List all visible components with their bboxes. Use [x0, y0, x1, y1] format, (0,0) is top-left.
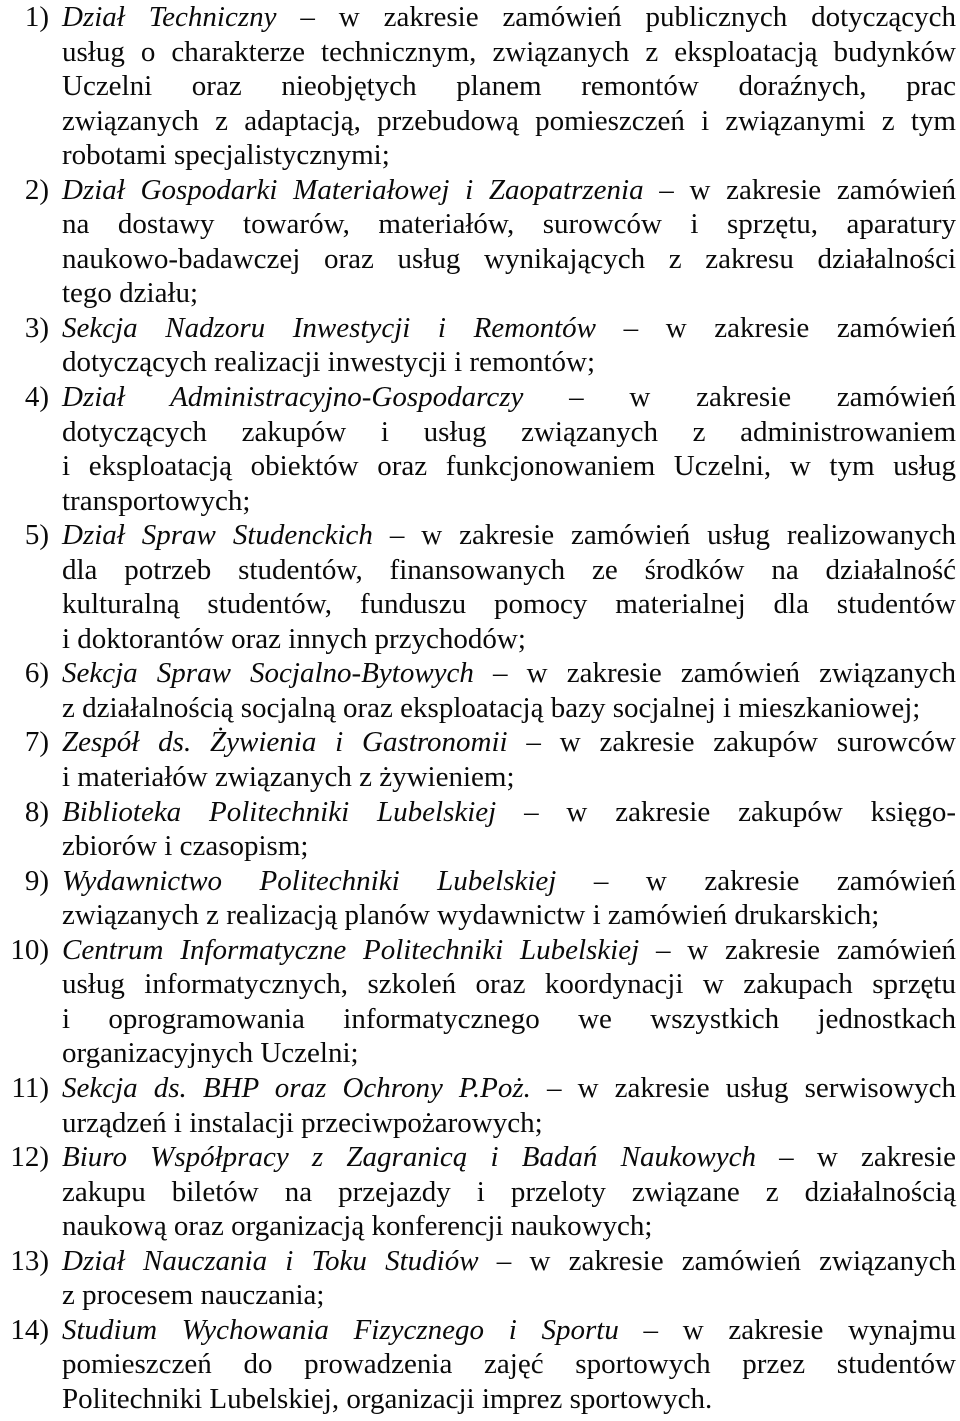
item-line-text: – w zakresie zamówień usług realizowanych	[389, 519, 956, 552]
item-line	[62, 173, 956, 208]
list-item-1	[0, 0, 956, 173]
item-line-text: – w zakresie zamówień związanych	[493, 657, 956, 690]
item-line: i oprogramowania informatycznego we wszystkich jednostkach	[62, 1002, 956, 1035]
unit-name: Dział Nauczania i Toku Studiów	[62, 1244, 479, 1277]
unit-name: Sekcja Spraw Socjalno-Bytowych	[62, 657, 474, 690]
unit-name: Biuro Współpracy z Zagranicą i Badań Naukowych	[62, 1141, 756, 1174]
item-line-text: – w zakresie zamówień	[655, 933, 957, 966]
item-line	[62, 1244, 956, 1279]
unit-name: Dział Gospodarki Materiałowej i Zaopatrzenia	[62, 173, 644, 206]
item-number: 14)	[10, 1313, 49, 1346]
item-line: związanych z adaptacją, przebudową pomieszczeń i związanymi z tym	[62, 104, 956, 137]
item-line	[62, 518, 956, 553]
item-line: i materiałów związanych z żywieniem;	[62, 761, 515, 794]
item-line: związanych z realizacją planów wydawnictw i zamówień drukarskich;	[62, 899, 880, 932]
item-number: 13)	[10, 1244, 49, 1277]
item-line: kulturalną studentów, funduszu pomocy materialnej dla studentów	[62, 588, 956, 621]
item-line: z działalnością socjalną oraz eksploatacją bazy socjalnej i mieszkaniowej;	[62, 691, 921, 724]
item-line: zakupu biletów na przejazdy i przeloty związane z działalnością	[62, 1175, 956, 1208]
list-item-4	[0, 380, 956, 518]
item-line: dotyczących zakupów i usług związanych z administrowaniem	[62, 415, 956, 448]
unit-name: Zespół ds. Żywienia i Gastronomii	[62, 726, 508, 759]
item-line: pomieszczeń do prowadzenia zajęć sportowych przez studentów	[62, 1348, 956, 1381]
item-number: 6)	[24, 657, 49, 690]
list-item-9	[0, 864, 956, 933]
item-line: transportowych;	[62, 484, 251, 517]
item-line-text: – w zakresie zamówień	[659, 173, 956, 206]
item-line-text: – w zakresie zakupów surowców	[526, 726, 957, 759]
item-line-text: – w zakresie usług serwisowych	[547, 1071, 957, 1104]
list-item-14	[0, 1313, 956, 1417]
item-line: i eksploatacją obiektów oraz funkcjonowaniem Uczelni, w tym usług	[62, 450, 956, 483]
list-item-5	[0, 518, 956, 656]
item-line-text: – w zakresie zamówień publicznych dotyczących	[300, 1, 956, 33]
item-number: 12)	[10, 1141, 49, 1174]
item-number: 3)	[24, 311, 49, 344]
item-line	[62, 1313, 956, 1348]
item-line: z procesem nauczania;	[62, 1279, 325, 1312]
item-line-text: – w zakresie	[779, 1141, 957, 1174]
item-line: robotami specjalistycznymi;	[62, 139, 390, 172]
item-line: dla potrzeb studentów, finansowanych ze środków na działalność	[62, 553, 956, 586]
item-line: naukową oraz organizacją konferencji naukowych;	[62, 1210, 653, 1243]
item-number: 4)	[24, 381, 49, 414]
item-line	[62, 1071, 956, 1106]
list-item-10	[0, 933, 956, 1071]
item-number: 9)	[24, 864, 49, 897]
item-line-text: – w zakresie zamówień związanych	[496, 1244, 956, 1277]
item-line: i doktorantów oraz innych przychodów;	[62, 622, 526, 655]
item-line: na dostawy towarów, materiałów, surowców i sprzętu, aparatury	[62, 208, 956, 241]
item-line: urządzeń i instalacji przeciwpożarowych;	[62, 1106, 543, 1139]
item-line: usług o charakterze technicznym, związanych z eksploatacją budynków	[62, 35, 956, 68]
item-line: tego działu;	[62, 277, 199, 310]
item-number: 10)	[10, 933, 49, 966]
item-line: Politechniki Lubelskiej, organizacji imprez sportowych.	[62, 1382, 713, 1415]
item-line	[62, 311, 956, 346]
unit-name: Biblioteka Politechniki Lubelskiej	[62, 795, 497, 828]
item-line: organizacyjnych Uczelni;	[62, 1037, 359, 1070]
list-item-6	[0, 656, 956, 725]
list-item-8	[0, 795, 956, 864]
item-line	[62, 864, 956, 899]
item-line	[62, 795, 956, 830]
unit-name: Dział Administracyjno-Gospodarczy	[62, 381, 524, 414]
item-line: usług informatycznych, szkoleń oraz koordynacji w zakupach sprzętu	[62, 968, 956, 1001]
unit-name: Sekcja ds. BHP oraz Ochrony P.Poż.	[62, 1071, 531, 1104]
item-line	[62, 1140, 956, 1175]
item-line-text: – w zakresie zamówień	[569, 381, 956, 414]
item-number: 1)	[24, 1, 49, 33]
list-item-11	[0, 1071, 956, 1140]
item-line-text: – w zakresie zamówień	[593, 864, 957, 897]
list-item-7	[0, 725, 956, 794]
unit-name: Studium Wychowania Fizycznego i Sportu	[62, 1313, 619, 1346]
item-line	[62, 656, 956, 691]
item-line	[62, 933, 956, 968]
item-line-text: – w zakresie zakupów księgo-	[524, 795, 956, 828]
item-line	[62, 380, 956, 415]
list-item-3	[0, 311, 956, 380]
item-line: dotyczących realizacji inwestycji i remontów;	[62, 346, 596, 379]
item-line: zbiorów i czasopism;	[62, 830, 309, 863]
item-line: Uczelni oraz nieobjętych planem remontów doraźnych, prac	[62, 70, 956, 103]
list-item-2	[0, 173, 956, 311]
unit-name: Dział Spraw Studenckich	[62, 519, 373, 552]
item-line-text: – w zakresie wynajmu	[643, 1313, 956, 1346]
item-line	[62, 0, 956, 35]
item-number: 2)	[24, 173, 49, 206]
item-line-text: – w zakresie zamówień	[623, 311, 956, 344]
item-line	[62, 725, 956, 760]
item-number: 8)	[24, 795, 49, 828]
unit-name: Wydawnictwo Politechniki Lubelskiej	[62, 864, 557, 897]
unit-name: Centrum Informatyczne Politechniki Lubelskiej	[62, 933, 640, 966]
item-number: 7)	[24, 726, 49, 759]
unit-name: Sekcja Nadzoru Inwestycji i Remontów	[62, 311, 597, 344]
list-item-13	[0, 1244, 956, 1313]
list-item-12	[0, 1140, 956, 1244]
unit-name: Dział Techniczny	[62, 1, 277, 33]
item-line: naukowo-badawczej oraz usług wynikających z zakresu działalności	[62, 242, 956, 275]
item-number: 5)	[24, 519, 49, 552]
item-number: 11)	[11, 1071, 49, 1104]
